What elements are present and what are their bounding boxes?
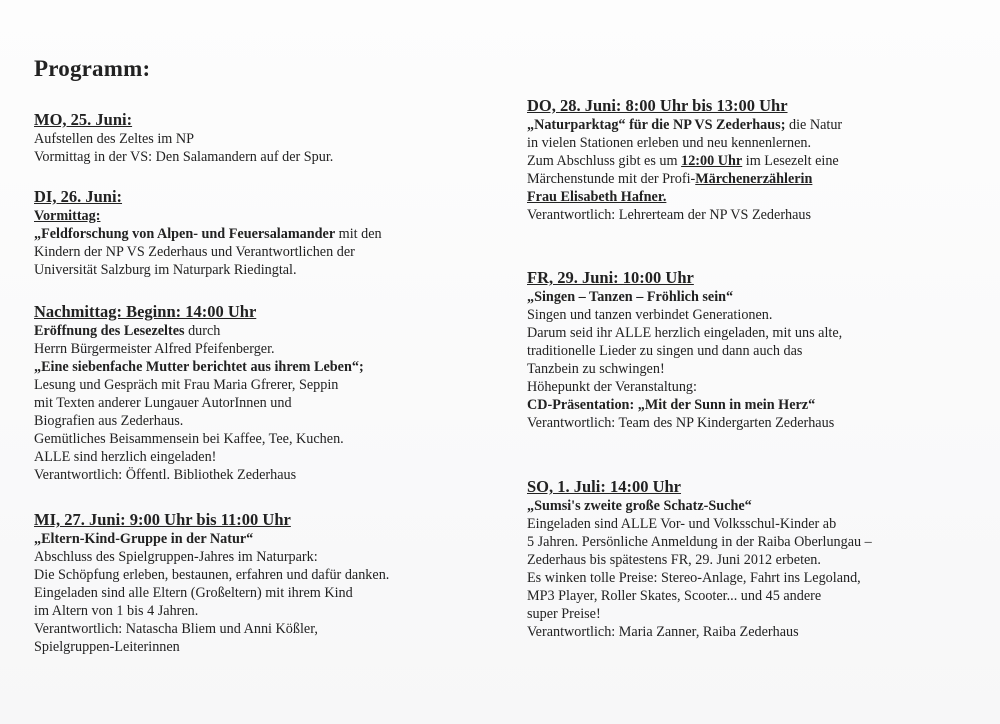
di-line-bold: „Feldforschung von Alpen- und Feuersalamander	[34, 226, 336, 242]
nachmittag-line: Lesung und Gespräch mit Frau Maria Gfrerer, Seppin	[34, 377, 339, 393]
page-title: Programm:	[34, 56, 151, 81]
nachmittag-subheading: „Eine siebenfache Mutter berichtet aus ihrem Leben“;	[34, 359, 364, 375]
fr-heading: FR, 29. Juni: 10:00 Uhr	[527, 268, 694, 287]
do-line-rest: die Natur	[785, 117, 843, 133]
di-line-rest: mit den	[335, 226, 382, 242]
nachmittag-line: Gemütliches Beisammensein bei Kaffee, Tee, Kuchen.	[34, 431, 344, 447]
do-line: in vielen Stationen erleben und neu kennenlernen.	[527, 135, 812, 151]
section-di	[34, 187, 494, 279]
di-line	[34, 225, 494, 243]
mo-heading: MO, 25. Juni:	[34, 110, 133, 129]
section-so	[527, 477, 987, 641]
do-line-part: Zum Abschluss gibt es um	[527, 153, 682, 169]
mi-heading: MI, 27. Juni: 9:00 Uhr bis 11:00 Uhr	[34, 510, 291, 529]
section-do	[527, 96, 987, 224]
fr-line: Verantwortlich: Team des NP Kindergarten Zederhaus	[527, 415, 835, 431]
nachmittag-line-bold: Eröffnung des Lesezeltes	[34, 323, 185, 339]
do-line-bold: „Naturparktag“ für die NP VS Zederhaus;	[527, 117, 786, 133]
do-line	[527, 116, 987, 134]
do-storyteller-highlight: Märchenerzählerin	[695, 171, 813, 187]
so-line: Es winken tolle Preise: Stereo-Anlage, Fahrt ins Legoland,	[527, 570, 861, 586]
section-fr	[527, 268, 987, 432]
nachmittag-line: mit Texten anderer Lungauer AutorInnen und	[34, 395, 292, 411]
nachmittag-line: Verantwortlich: Öffentl. Bibliothek Zederhaus	[34, 467, 297, 483]
section-mo	[34, 110, 494, 166]
so-line: Zederhaus bis spätestens FR, 29. Juni 2012 erbeten.	[527, 552, 821, 568]
mi-line: Spielgruppen-Leiterinnen	[34, 639, 180, 655]
nachmittag-line: Herrn Bürgermeister Alfred Pfeifenberger.	[34, 341, 275, 357]
so-heading: SO, 1. Juli: 14:00 Uhr	[527, 477, 682, 496]
do-line-part: im Lesezelt eine	[742, 153, 839, 169]
do-heading: DO, 28. Juni: 8:00 Uhr bis 13:00 Uhr	[527, 96, 788, 115]
mi-line: Abschluss des Spielgruppen-Jahres im Naturpark:	[34, 549, 318, 565]
so-line: 5 Jahren. Persönliche Anmeldung in der Raiba Oberlungau –	[527, 534, 872, 550]
mo-line: Aufstellen des Zeltes im NP	[34, 131, 194, 147]
fr-line: traditionelle Lieder zu singen und dann auch das	[527, 343, 803, 359]
di-heading: DI, 26. Juni:	[34, 187, 123, 206]
mi-line: Eingeladen sind alle Eltern (Großeltern) mit ihrem Kind	[34, 585, 353, 601]
section-nachmittag	[34, 302, 494, 484]
section-mi	[34, 510, 494, 656]
mi-line: im Altern von 1 bis 4 Jahren.	[34, 603, 199, 619]
fr-line: Tanzbein zu schwingen!	[527, 361, 665, 377]
so-line: super Preise!	[527, 606, 601, 622]
do-time-highlight: 12:00 Uhr	[681, 153, 743, 169]
do-line	[527, 152, 987, 170]
do-line-part: Märchenstunde mit der Profi-	[527, 171, 696, 187]
fr-line: Höhepunkt der Veranstaltung:	[527, 379, 697, 395]
mi-line: Verantwortlich: Natascha Bliem und Anni Kößler,	[34, 621, 318, 637]
nachmittag-line: ALLE sind herzlich eingeladen!	[34, 449, 217, 465]
fr-cd-presentation: CD-Präsentation: „Mit der Sunn in mein Herz“	[527, 397, 816, 413]
nachmittag-line	[34, 322, 494, 340]
mo-line: Vormittag in der VS: Den Salamandern auf der Spur.	[34, 149, 334, 165]
di-subheading: Vormittag:	[34, 208, 101, 224]
nachmittag-line: Biografien aus Zederhaus.	[34, 413, 184, 429]
nachmittag-heading: Nachmittag: Beginn: 14:00 Uhr	[34, 302, 257, 321]
so-line: Verantwortlich: Maria Zanner, Raiba Zederhaus	[527, 624, 799, 640]
fr-subheading: „Singen – Tanzen – Fröhlich sein“	[527, 289, 734, 305]
mi-line: Die Schöpfung erleben, bestaunen, erfahren und dafür danken.	[34, 567, 390, 583]
so-subheading: „Sumsi's zweite große Schatz-Suche“	[527, 498, 752, 514]
fr-line: Darum seid ihr ALLE herzlich eingeladen, mit uns alte,	[527, 325, 843, 341]
mi-subheading: „Eltern-Kind-Gruppe in der Natur“	[34, 531, 254, 547]
do-storyteller-name: Frau Elisabeth Hafner.	[527, 189, 667, 205]
di-line: Universität Salzburg im Naturpark Riedingtal.	[34, 262, 297, 278]
so-line: MP3 Player, Roller Skates, Scooter... und 45 andere	[527, 588, 822, 604]
nachmittag-line-rest: durch	[184, 323, 221, 339]
so-line: Eingeladen sind ALLE Vor- und Volksschul-Kinder ab	[527, 516, 837, 532]
fr-line: Singen und tanzen verbindet Generationen.	[527, 307, 773, 323]
do-line: Verantwortlich: Lehrerteam der NP VS Zederhaus	[527, 207, 812, 223]
do-line	[527, 170, 987, 188]
di-line: Kindern der NP VS Zederhaus und Verantwortlichen der	[34, 244, 355, 260]
